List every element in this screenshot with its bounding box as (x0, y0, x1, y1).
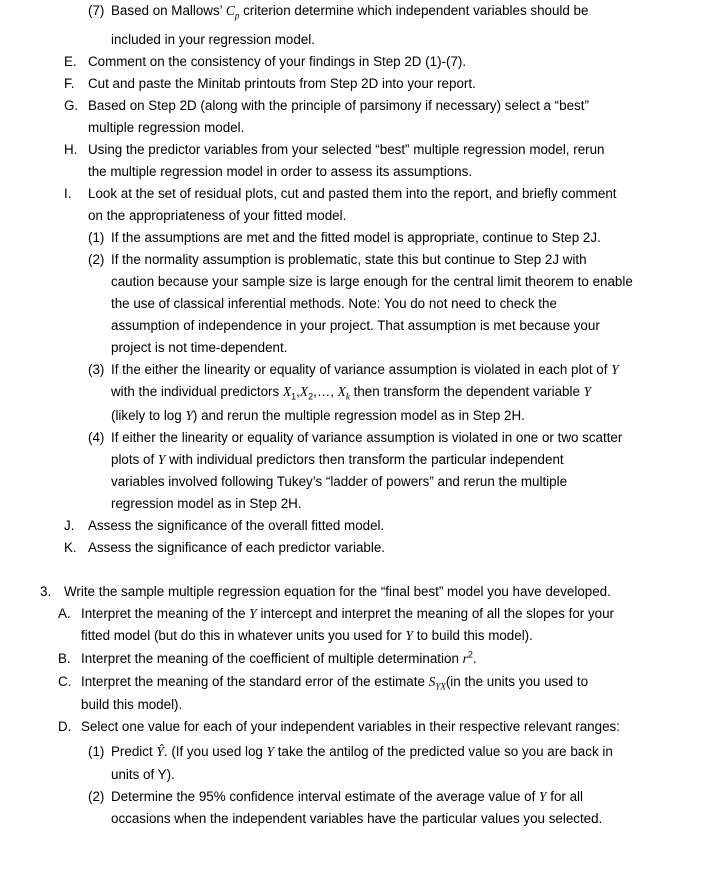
step-i-4-line4: regression model as in Step 2H. (111, 496, 302, 511)
step-i-2-label: (2) (88, 252, 105, 267)
step-i-4-label: (4) (88, 430, 105, 445)
step-j-letter: J. (64, 518, 75, 533)
step-g-text: Based on Step 2D (along with the principle of parsimony if necessary) select a “best” (88, 98, 589, 113)
step-k-text: Assess the significance of each predictor variable. (88, 540, 385, 555)
step-i-letter: I. (64, 186, 72, 201)
step-j-text: Assess the significance of the overall fitted model. (88, 518, 385, 533)
q3-b-letter: B. (58, 651, 71, 666)
q3-d-text: Select one value for each of your independent variables in their respective relevant ranges: (81, 719, 620, 734)
step-i-text-cont: on the appropriateness of your fitted model. (88, 208, 347, 223)
step-g-text-cont: multiple regression model. (88, 120, 245, 135)
step-h-text: Using the predictor variables from your selected “best” multiple regression model, rerun (88, 142, 605, 157)
step-i-3-line1: If the either the linearity or equality of variance assumption is violated in each plot of Y (111, 362, 619, 377)
q3-d-letter: D. (58, 719, 72, 734)
q3-d-1-line2: units of Y). (111, 767, 175, 782)
step-i-1-label: (1) (88, 230, 105, 245)
q3-a-line2: fitted model (but do this in whatever units you used for Y to build this model). (81, 628, 533, 643)
step-i-4-line2: plots of Y with individual predictors then transform the particular independent (111, 452, 564, 467)
step-g-letter: G. (64, 98, 79, 113)
step-e-letter: E. (64, 54, 77, 69)
q3-a-letter: A. (58, 606, 71, 621)
step-k-letter: K. (64, 540, 77, 555)
q3-d-2-label: (2) (88, 789, 105, 804)
step-i-text: Look at the set of residual plots, cut and pasted them into the report, and briefly comment (88, 186, 617, 201)
step-i-3-line2: with the individual predictors $X_1,X_2,\dots$, $X_k$ then transform the dependent variable Y (111, 384, 592, 402)
step-2d-7-text-cont: included in your regression model. (111, 32, 315, 47)
q3-d-1-label: (1) (88, 744, 105, 759)
q3-d-2-line2: occasions when the independent variables have the particular values you selected. (111, 811, 603, 826)
step-h-text-cont: the multiple regression model in order to assess its assumptions. (88, 164, 473, 179)
step-f-letter: F. (64, 76, 75, 91)
step-i-2-line: assumption of independence in your project. That assumption is met because your (111, 318, 600, 333)
q3-b-text: Interpret the meaning of the coefficient of multiple determination $r^2$. (81, 649, 477, 666)
q3-c-line1: Interpret the meaning of the standard error of the estimate $S_{YX}(in$ the units you used to (81, 674, 589, 692)
step-h-letter: H. (64, 142, 78, 157)
q3-c-letter: C. (58, 674, 72, 689)
question-3-text: Write the sample multiple regression equation for the “final best” model you have developed. (64, 584, 611, 599)
step-i-3-label: (3) (88, 362, 105, 377)
step-i-3-line3: (likely to log Y) and rerun the multiple regression model as in Step 2H. (111, 408, 525, 423)
q3-c-line2: build this model). (81, 697, 183, 712)
step-i-4-line3: variables involved following Tukey’s “ladder of powers” and rerun the multiple (111, 474, 568, 489)
step-i-1-text: If the assumptions are met and the fitted model is appropriate, continue to Step 2J. (111, 230, 601, 245)
step-i-2-line: If the normality assumption is problematic, state this but continue to Step 2J with (111, 252, 587, 267)
step-f-text: Cut and paste the Minitab printouts from Step 2D into your report. (88, 76, 476, 91)
q3-a-line1: Interpret the meaning of the Y intercept and interpret the meaning of all the slopes for your (81, 606, 615, 621)
step-i-4-line1: If either the linearity or equality of variance assumption is violated in one or two scatter (111, 430, 623, 445)
question-3-number: 3. (40, 584, 52, 599)
step-i-2-line: project is not time-dependent. (111, 340, 288, 355)
step-2d-7-text: Based on Mallows’ $C_p$ criterion determine which independent variables should be (111, 3, 589, 21)
q3-d-1-line1: Predict Ŷ. (If you used log Y take the antilog of the predicted value so you are back in (111, 744, 613, 759)
step-2d-7-label: (7) (88, 3, 105, 18)
q3-d-2-line1: Determine the 95% confidence interval estimate of the average value of Y for all (111, 789, 583, 804)
step-i-2-line: caution because your sample size is large enough for the central limit theorem to enable (111, 274, 633, 289)
step-i-2-line: the use of classical inferential methods. Note: You do not need to check the (111, 296, 557, 311)
step-e-text: Comment on the consistency of your findings in Step 2D (1)-(7). (88, 54, 467, 69)
